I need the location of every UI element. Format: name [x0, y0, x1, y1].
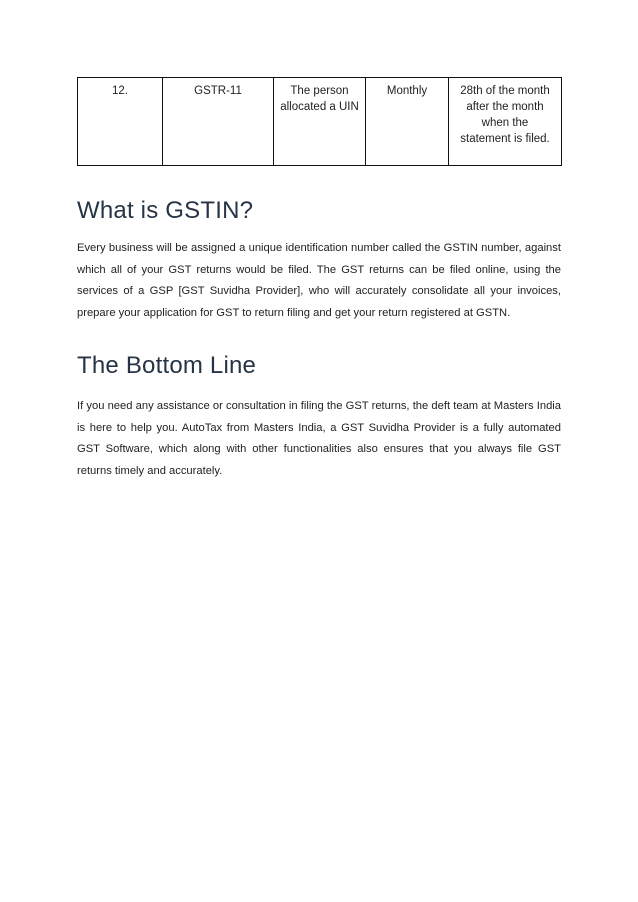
paragraph-bottom-line: If you need any assistance or consultation in filing the GST returns, the deft team at Masters India is here to help you. AutoTax from Masters India, a GST Suvidha Provider is a fully automated GST Software, which along with other functionalities also ensures that you always file GST returns timely and accurately. — [77, 400, 561, 477]
heading-what-is-gstin: What is GSTIN? — [77, 197, 254, 224]
cell-due-date: 28th of the month after the month when the statement is filed. — [449, 78, 562, 166]
cell-frequency: Monthly — [366, 78, 449, 166]
cell-form: GSTR-11 — [163, 78, 274, 166]
cell-filer: The person allocated a UIN — [274, 78, 366, 166]
table-row — [78, 78, 562, 166]
gst-returns-table — [77, 77, 562, 166]
heading-bottom-line: The Bottom Line — [77, 352, 257, 379]
cell-number: 12. — [78, 78, 163, 166]
paragraph-what-is-gstin: Every business will be assigned a unique identification number called the GSTIN number, against which all of your GST returns would be filed. The GST returns can be filed online, using the services of a GSP [GST Suvidha Provider], who will accurately consolidate all your invoices, prepare your application for GST to return filing and get your return registered at GSTN. — [77, 242, 561, 319]
